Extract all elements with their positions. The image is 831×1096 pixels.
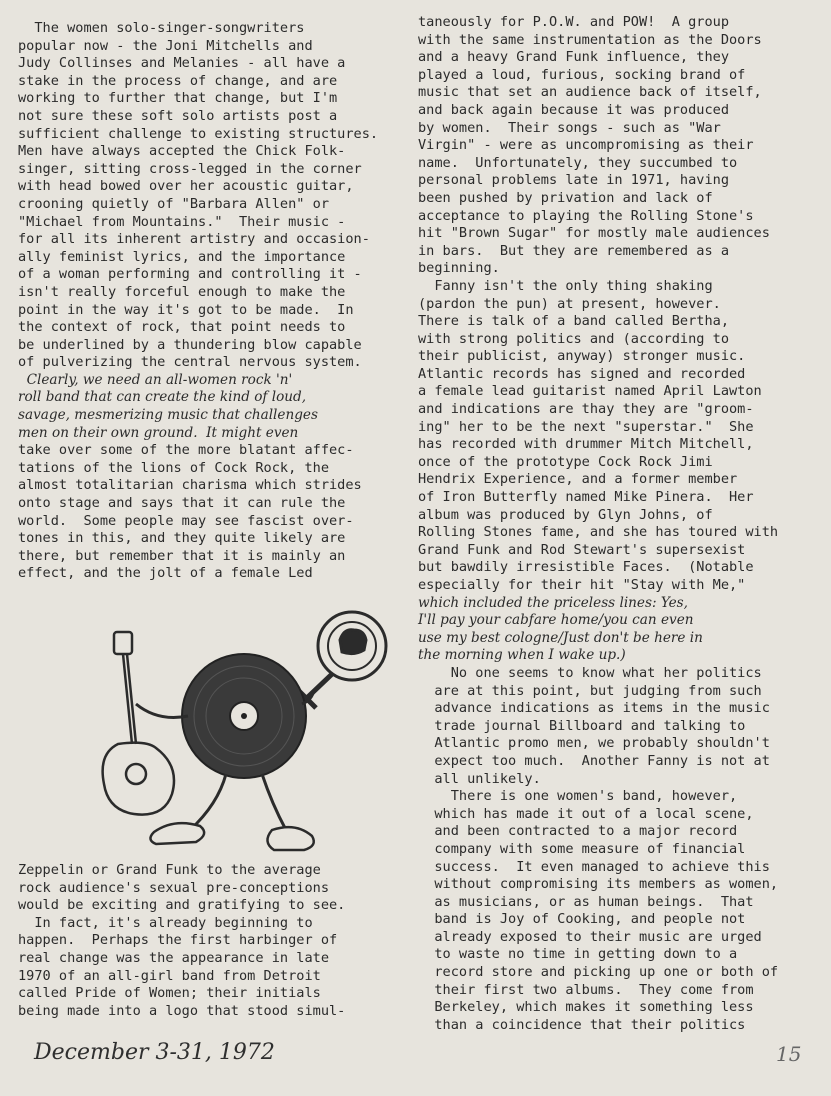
text-line: advance indications as items in the music	[418, 700, 770, 717]
text-line: expect too much. Another Fanny is not at	[418, 752, 770, 769]
text-line: taneously for P.O.W. and POW! A group	[418, 14, 729, 30]
text-line: to waste no time in getting down to a	[418, 946, 738, 963]
text-line: Zeppelin or Grand Funk to the average	[18, 862, 321, 878]
text-line: "Michael from Mountains." Their music -	[18, 213, 346, 230]
text-line: hit "Brown Sugar" for mostly male audiences	[418, 225, 770, 242]
text-line: with strong politics and (according to	[418, 330, 729, 347]
text-line: for all its inherent artistry and occasion-	[18, 231, 370, 248]
text-line: isn't really forceful enough to make the	[18, 283, 346, 300]
text-line: their first two albums. They come from	[418, 981, 754, 998]
text-line: stake in the process of change, and are	[18, 72, 338, 89]
text-line: and been contracted to a major record	[418, 823, 738, 840]
text-line: tones in this, and they quite likely are	[18, 530, 346, 547]
text-line: Clearly, we need an all-women rock 'n'	[18, 371, 293, 388]
text-line: Berkeley, which makes it something less	[418, 999, 754, 1016]
text-line: be underlined by a thundering blow capable	[18, 336, 362, 353]
text-line: Hendrix Experience, and a former member	[418, 471, 738, 488]
text-line: being made into a logo that stood simul-	[18, 1002, 346, 1019]
text-line: their publicist, anyway) stronger music.	[418, 348, 746, 365]
venus-fist-symbol	[292, 612, 386, 712]
text-line: success. It even managed to achieve this	[418, 858, 770, 875]
record-mascot-illustration	[96, 604, 396, 864]
text-line: singer, sitting cross-legged in the corner	[18, 160, 362, 177]
text-line: tations of the lions of Cock Rock, the	[18, 459, 329, 476]
text-line: ing" her to be the next "superstar." She	[418, 418, 754, 435]
text-line: use my best cologne/Just don't be here in	[418, 629, 703, 646]
text-line: which included the priceless lines: Yes,	[418, 594, 688, 611]
text-line: beginning.	[418, 260, 500, 277]
text-line: real change was the appearance in late	[18, 949, 329, 966]
text-line: album was produced by Glyn Johns, of	[418, 506, 713, 523]
text-line: of pulverizing the central nervous system.	[18, 354, 362, 371]
text-line: with head bowed over her acoustic guitar,	[18, 178, 354, 195]
text-line: Judy Collinses and Melanies - all have a	[18, 55, 346, 72]
text-line: music that set an audience back of itself,	[418, 84, 762, 101]
text-line: band is Joy of Cooking, and people not	[418, 911, 746, 928]
text-line: I'll pay your cabfare home/you can even	[418, 612, 694, 629]
text-line: once of the prototype Cock Rock Jimi	[418, 453, 713, 470]
text-line: and indications are thay they are "groom-	[418, 401, 754, 418]
text-line: Grand Funk and Rod Stewart's supersexist	[418, 541, 746, 558]
text-line: but bawdily irresistible Faces. (Notable	[418, 559, 754, 576]
text-line: especially for their hit "Stay with Me,"	[418, 577, 746, 593]
text-line: There is one women's band, however,	[418, 788, 738, 805]
text-line: 1970 of an all-girl band from Detroit	[18, 967, 321, 984]
text-line: popular now - the Joni Mitchells and	[18, 37, 313, 54]
right-column	[418, 14, 824, 1034]
text-line: which has made it out of a local scene,	[418, 805, 754, 822]
text-line: than a coincidence that their politics	[418, 1016, 746, 1033]
mascot-shoes	[150, 823, 313, 850]
text-line: there, but remember that it is mainly an	[18, 547, 346, 564]
text-line: and back again because it was produced	[418, 101, 729, 118]
text-line: (pardon the pun) at present, however.	[418, 295, 721, 312]
text-line: without compromising its members as women,	[418, 876, 779, 893]
text-line: take over some of the more blatant affec-	[18, 442, 354, 459]
text-line: record store and picking up one or both of	[418, 964, 779, 981]
left-column-top	[18, 20, 398, 583]
text-line: not sure these soft solo artists post a	[18, 107, 338, 124]
text-line: and a heavy Grand Funk influence, they	[418, 49, 729, 66]
text-line: called Pride of Women; their initials	[18, 985, 321, 1002]
text-line: played a loud, furious, socking brand of	[418, 66, 746, 83]
text-line: acceptance to playing the Rolling Stone's	[418, 207, 754, 224]
text-line: of Iron Butterfly named Mike Pinera. Her	[418, 489, 754, 506]
text-line: There is talk of a band called Bertha,	[418, 313, 729, 330]
text-line: all unlikely.	[418, 770, 541, 787]
text-line: onto stage and says that it can rule the	[18, 495, 346, 512]
text-line: Virgin" - were as uncompromising as their	[418, 137, 754, 154]
text-line: savage, mesmerizing music that challenges	[18, 407, 318, 424]
text-line: already exposed to their music are urged	[418, 928, 762, 945]
text-line: the context of rock, that point needs to	[18, 319, 346, 336]
text-line: would be exciting and gratifying to see.	[18, 897, 346, 914]
text-line: working to further that change, but I'm	[18, 90, 338, 107]
text-line: point in the way it's got to be made. In	[18, 301, 354, 318]
text-line: as musicians, or as human beings. That	[418, 893, 754, 910]
page-number: 15	[776, 1042, 802, 1066]
text-line: been pushed by privation and lack of	[418, 189, 713, 206]
text-line: world. Some people may see fascist over-	[18, 512, 354, 529]
guitar-icon	[103, 632, 174, 815]
text-line: a female lead guitarist named April Lawton	[418, 383, 762, 400]
text-line: are at this point, but judging from such	[418, 682, 762, 699]
record-body	[182, 654, 306, 778]
text-line: Atlantic records has signed and recorded	[418, 365, 746, 382]
text-line: in bars. But they are remembered as a	[418, 242, 729, 259]
text-line: with the same instrumentation as the Doors	[418, 31, 762, 48]
text-line: personal problems late in 1971, having	[418, 172, 729, 189]
text-line: trade journal Billboard and talking to	[418, 717, 746, 734]
text-line: ally feminist lyrics, and the importance	[18, 248, 346, 265]
text-line: rock audience's sexual pre-conceptions	[18, 879, 329, 896]
text-line: company with some measure of financial	[418, 840, 746, 857]
text-line: men on their own ground. It might even	[18, 424, 299, 441]
text-line: name. Unfortunately, they succumbed to	[418, 154, 738, 171]
text-line: the morning when I wake up.)	[418, 647, 626, 664]
handwritten-date: December 3-31, 1972	[34, 1040, 275, 1065]
text-line: Atlantic promo men, we probably shouldn't	[418, 735, 770, 752]
text-line: No one seems to know what her politics	[418, 664, 762, 681]
text-line: effect, and the jolt of a female Led	[18, 565, 313, 582]
text-line: The women solo-singer-songwriters	[18, 20, 305, 36]
text-line: Fanny isn't the only thing shaking	[418, 277, 713, 294]
text-line: sufficient challenge to existing structures.	[18, 125, 379, 142]
left-column-bottom	[18, 862, 398, 1020]
text-line: Men have always accepted the Chick Folk-	[18, 143, 346, 160]
text-line: crooning quietly of "Barbara Allen" or	[18, 195, 329, 212]
text-line: has recorded with drummer Mitch Mitchell,	[418, 436, 754, 453]
text-line: almost totalitarian charisma which strides	[18, 477, 362, 494]
text-line: happen. Perhaps the first harbinger of	[18, 932, 338, 949]
text-line: Rolling Stones fame, and she has toured with	[418, 524, 779, 541]
text-line: by women. Their songs - such as "War	[418, 119, 721, 136]
text-line: In fact, it's already beginning to	[18, 914, 313, 931]
text-line: roll band that can create the kind of loud,	[18, 389, 307, 406]
text-line: of a woman performing and controlling it -	[18, 266, 362, 283]
